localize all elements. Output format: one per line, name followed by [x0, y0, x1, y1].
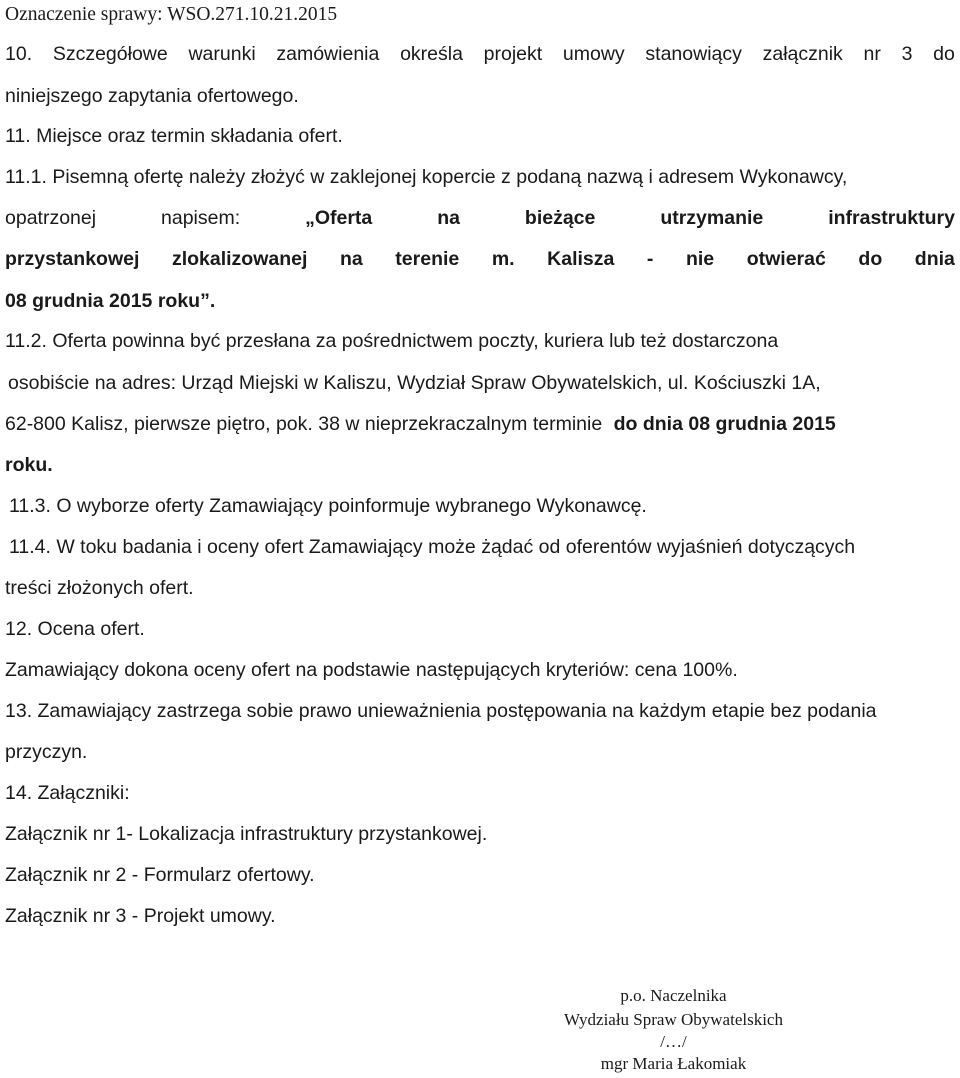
- word: na: [339, 248, 363, 270]
- word: przystankowej: [5, 248, 140, 270]
- word: otwierać: [746, 248, 826, 270]
- section-14-heading: 14. Załączniki:: [5, 782, 130, 804]
- word: zlokalizowanej: [171, 248, 308, 270]
- word: bieżące: [524, 207, 596, 229]
- word: -: [646, 248, 654, 270]
- word: umowy: [562, 43, 625, 65]
- word: zamówienia: [276, 43, 380, 65]
- attachment-3: Załącznik nr 3 - Projekt umowy.: [5, 905, 276, 927]
- word: warunki: [188, 43, 256, 65]
- section-11-2-deadline: do dnia 08 grudnia 2015: [613, 413, 836, 435]
- section-11-4-line-2: treści złożonych ofert.: [5, 577, 194, 599]
- word: m.: [491, 248, 515, 270]
- word: Kalisza: [547, 248, 615, 270]
- word: dnia: [914, 248, 955, 270]
- word: infrastruktury: [828, 207, 955, 229]
- word: nr: [863, 43, 881, 65]
- section-13-line-2: przyczyn.: [5, 741, 88, 763]
- section-12-body: Zamawiający dokona oceny ofert na podstawie następujących kryteriów: cena 100%.: [5, 659, 738, 681]
- attachment-1: Załącznik nr 1- Lokalizacja infrastruktury przystankowej.: [5, 823, 488, 845]
- word: „Oferta: [305, 207, 373, 229]
- section-11-2-line-4: roku.: [5, 454, 53, 476]
- case-reference: Oznaczenie sprawy: WSO.271.10.21.2015: [5, 4, 338, 25]
- signature-mark: /…/: [660, 1032, 687, 1051]
- word: 10.: [5, 43, 33, 65]
- section-11-1-line-3: [5, 248, 955, 271]
- word: na: [437, 207, 460, 229]
- section-11-2-line-3: [5, 413, 836, 436]
- word: 3: [901, 43, 913, 65]
- section-10-line-2: niniejszego zapytania ofertowego.: [5, 85, 299, 107]
- section-11-4-line-1: 11.4. W toku badania i oceny ofert Zamawiający może żądać od oferentów wyjaśnień dotyczących: [9, 536, 856, 558]
- word: napisem:: [161, 207, 241, 229]
- section-12-heading: 12. Ocena ofert.: [5, 618, 145, 640]
- section-10-line-1: [5, 43, 955, 66]
- word: terenie: [395, 248, 460, 270]
- word: utrzymanie: [660, 207, 764, 229]
- section-11-2-line-2: osobiście na adres: Urząd Miejski w Kaliszu, Wydział Spraw Obywatelskich, ul. Kościuszki 1A,: [8, 372, 821, 394]
- word: Szczegółowe: [52, 43, 168, 65]
- signature-title: p.o. Naczelnika: [620, 986, 727, 1005]
- attachment-2: Załącznik nr 2 - Formularz ofertowy.: [5, 864, 315, 886]
- word: załącznik: [762, 43, 843, 65]
- word: stanowiący: [645, 43, 742, 65]
- word: określa: [400, 43, 463, 65]
- word: opatrzonej: [5, 207, 97, 229]
- section-11-2-line-1: 11.2. Oferta powinna być przesłana za pośrednictwem poczty, kuriera lub też dostarczona: [5, 330, 779, 352]
- signature-name: mgr Maria Łakomiak: [600, 1054, 747, 1073]
- section-11-3: 11.3. O wyborze oferty Zamawiający poinformuje wybranego Wykonawcę.: [9, 495, 647, 517]
- word: do: [933, 43, 955, 65]
- section-11-1-line-2: [5, 207, 955, 230]
- word: nie: [685, 248, 715, 270]
- section-11-2-line-3-text: 62-800 Kalisz, pierwsze piętro, pok. 38 w nieprzekraczalnym terminie: [5, 413, 603, 435]
- word: projekt: [483, 43, 543, 65]
- section-11-1-line-1: 11.1. Pisemną ofertę należy złożyć w zaklejonej kopercie z podaną nazwą i adresem Wykonawcy,: [5, 166, 848, 188]
- section-11-1-line-4: 08 grudnia 2015 roku”.: [5, 290, 216, 312]
- word: do: [858, 248, 883, 270]
- signature-department: Wydziału Spraw Obywatelskich: [564, 1010, 783, 1029]
- section-11-heading: 11. Miejsce oraz termin składania ofert.: [5, 125, 343, 147]
- section-13-line-1: 13. Zamawiający zastrzega sobie prawo unieważnienia postępowania na każdym etapie bez podania: [5, 700, 877, 722]
